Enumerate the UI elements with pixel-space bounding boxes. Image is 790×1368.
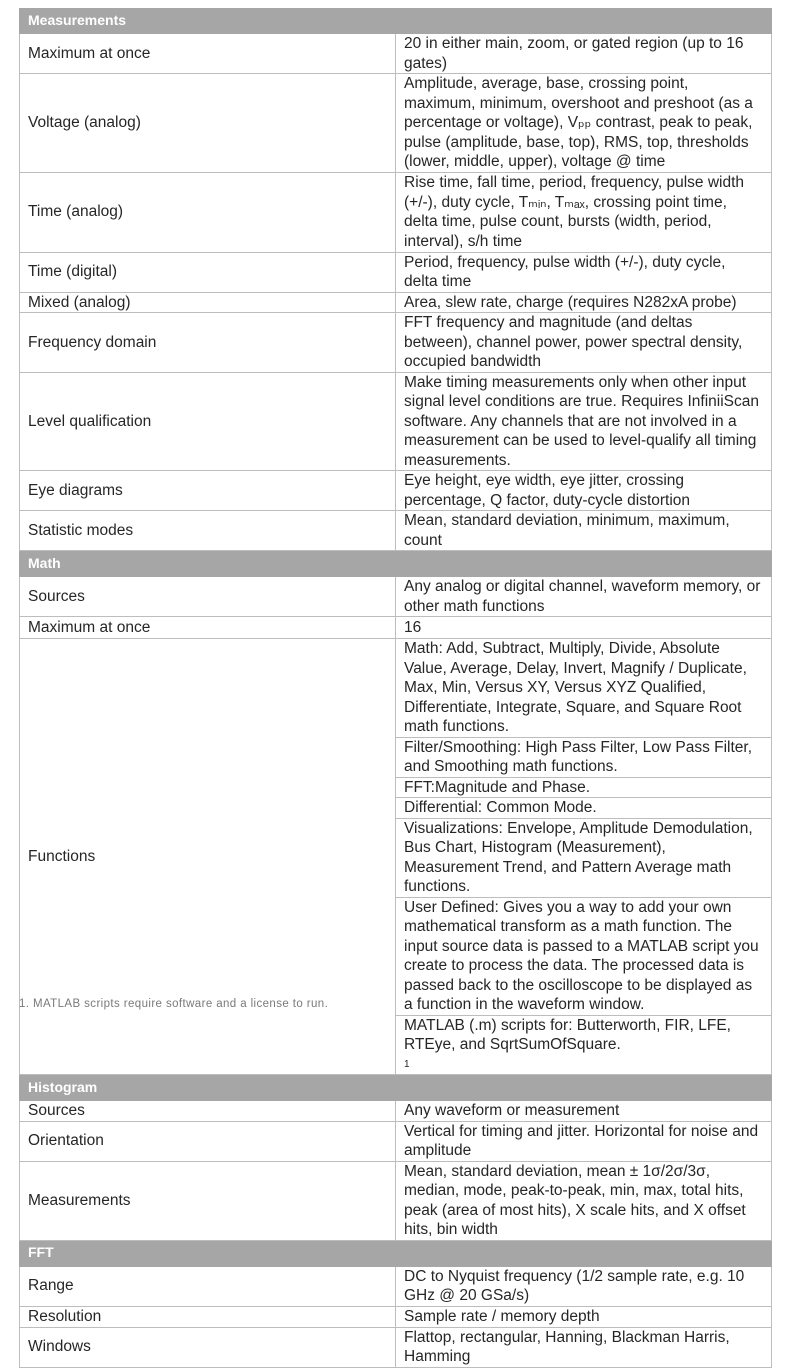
row-value-text: Mean, standard deviation, minimum, maximum, count [404,512,730,549]
row-label: Functions [20,639,396,1075]
section-title: Measurements [20,9,772,34]
row-value [396,1015,772,1075]
row-label: Voltage (analog) [20,74,396,173]
row-value [396,511,772,551]
row-value [396,798,772,819]
row-label: Windows [20,1327,396,1367]
row-value [396,777,772,798]
row-value-text: Period, frequency, pulse width (+/-), duty cycle, delta time [404,253,726,290]
table-row [20,471,772,511]
row-value-text: Vertical for timing and jitter. Horizontal for noise and amplitude [404,1122,759,1159]
row-value [396,1327,772,1367]
row-label: Maximum at once [20,34,396,74]
table-row [20,372,772,471]
row-value [396,617,772,639]
row-value-text: Make timing measurements only when other input signal level conditions are true. Requires InfiniiScan software. Any channels that are not involved in a measurement can be used to level-qualify all timing measurements. [404,373,759,469]
row-value-text: Mean, standard deviation, mean ± 1σ/2σ/3σ, median, mode, peak-to-peak, min, max, total hits, peak (area of most hits), X scale hits, and X offset hits, bin width [404,1162,746,1238]
table-row [20,1121,772,1161]
row-label: Eye diagrams [20,471,396,511]
table-row [20,511,772,551]
row-value [396,172,772,252]
table-row [20,1327,772,1367]
row-value [396,1306,772,1327]
row-label: Level qualification [20,372,396,471]
row-label: Resolution [20,1306,396,1327]
row-value-text: Rise time, fall time, period, frequency, pulse width (+/-), duty cycle, Tₘᵢₙ, Tₘₐₓ, crossing point time, delta time, pulse count, bursts (width, period, interval), s/h time [404,174,745,250]
row-value [396,74,772,173]
row-value [396,34,772,74]
row-value-text: User Defined: Gives you a way to add your own mathematical transform as a math function. The input source data is passed to a MATLAB script you create to process the data. The processed data is passed back to the oscilloscope to be displayed as a function in the waveform window. [404,898,759,1013]
table-row [20,1161,772,1240]
row-value [396,818,772,897]
table-row [20,1101,772,1122]
row-value [396,252,772,292]
table-row [20,252,772,292]
row-label: Mixed (analog) [20,292,396,313]
table-row [20,292,772,313]
row-value-text: MATLAB (.m) scripts for: Butterworth, FIR, LFE, RTEye, and SqrtSumOfSquare. [404,1016,731,1053]
row-value [396,897,772,1015]
row-label: Frequency domain [20,313,396,373]
section-header-math [20,551,772,577]
row-value [396,471,772,511]
row-label: Time (digital) [20,252,396,292]
row-value-text: Math: Add, Subtract, Multiply, Divide, Absolute Value, Average, Delay, Invert, Magnify / Duplicate, Max, Min, Versus XY, Versus XYZ Qualified, Differentiate, Integrate, Square, and Square Root math functions. [404,640,747,735]
table-row [20,1306,772,1327]
table-row [20,313,772,373]
section-title: Math [20,551,772,577]
row-value-text: Filter/Smoothing: High Pass Filter, Low Pass Filter, and Smoothing math functions. [404,738,753,775]
row-value [396,639,772,738]
row-value [396,577,772,617]
row-value [396,1121,772,1161]
row-value [396,372,772,471]
row-label: Sources [20,577,396,617]
section-header-fft [20,1240,772,1266]
table-row [20,577,772,617]
row-value-text: Flattop, rectangular, Hanning, Blackman Harris, Hamming [404,1328,730,1365]
row-value-text: Eye height, eye width, eye jitter, crossing percentage, Q factor, duty-cycle distortion [404,472,691,509]
table-row [20,617,772,639]
row-label: Statistic modes [20,511,396,551]
spec-table [19,8,772,1368]
row-value-text: Amplitude, average, base, crossing point, maximum, minimum, overshoot and preshoot (as a percentage or voltage), Vₚₚ contrast, peak to peak, pulse (amplitude, base, top), RMS, top, thresholds (lower, middle, upper), voltage @ time [404,75,753,170]
row-value [396,737,772,777]
row-value-text: Any waveform or measurement [404,1102,620,1119]
footnote: 1. MATLAB scripts require software and a license to run. [19,998,329,1010]
row-value-text: Area, slew rate, charge (requires N282xA probe) [404,293,737,311]
row-value-text: Any analog or digital channel, waveform memory, or other math functions [404,578,761,615]
row-label: Maximum at once [20,617,396,639]
row-label: Range [20,1266,396,1306]
row-value [396,313,772,373]
row-value-text: Sample rate / memory depth [404,1307,600,1325]
section-header-measurements [20,9,772,34]
section-title: Histogram [20,1075,772,1101]
row-value [396,1266,772,1306]
row-value [396,292,772,313]
row-value-text: 16 [404,618,422,636]
row-label: Sources [20,1101,396,1122]
table-row [20,1266,772,1306]
row-label: Measurements [20,1161,396,1240]
table-row [20,639,772,738]
table-row [20,74,772,173]
section-header-histogram [20,1075,772,1101]
row-value-text: FFT:Magnitude and Phase. [404,778,591,796]
footnote-mark: 1 [404,1058,410,1070]
table-row [20,172,772,252]
row-value-text: Visualizations: Envelope, Amplitude Demodulation, Bus Chart, Histogram (Measurement), Measurement Trend, and Pattern Average math functions. [404,819,753,895]
row-value [396,1101,772,1122]
row-value [396,1161,772,1240]
row-value-text: Differential: Common Mode. [404,799,597,816]
row-value-text: DC to Nyquist frequency (1/2 sample rate, e.g. 10 GHz @ 20 GSa/s) [404,1267,745,1304]
row-value-text: 20 in either main, zoom, or gated region (up to 16 gates) [404,35,744,72]
table-row [20,34,772,74]
row-label: Time (analog) [20,172,396,252]
row-value-text: FFT frequency and magnitude (and deltas between), channel power, power spectral density, occupied bandwidth [404,314,743,370]
row-label: Orientation [20,1121,396,1161]
section-title: FFT [20,1240,772,1266]
